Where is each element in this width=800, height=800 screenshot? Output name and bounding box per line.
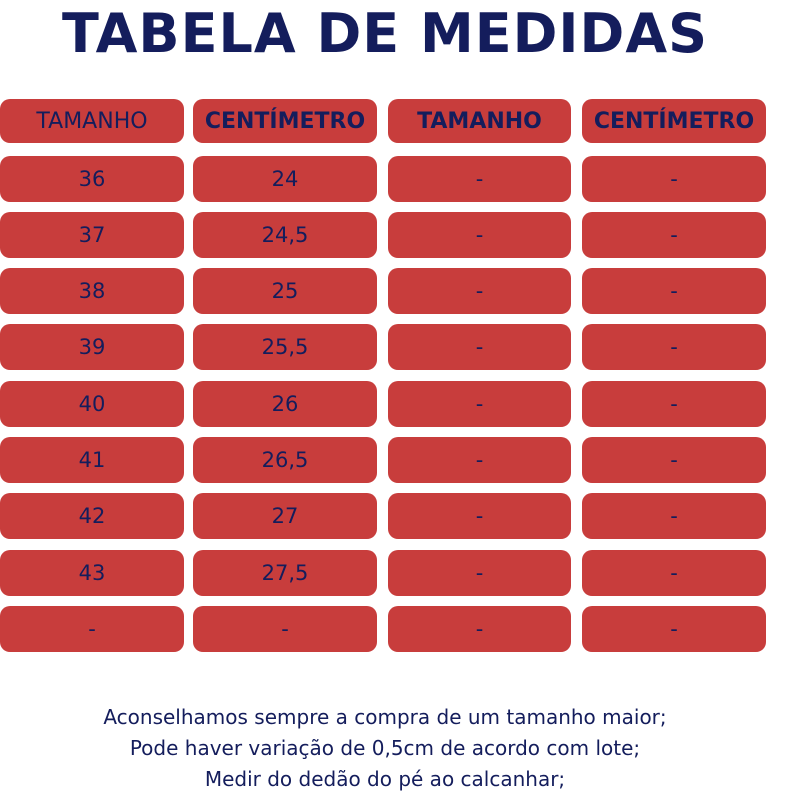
table-cell: - (388, 156, 571, 202)
table-cell: 39 (0, 324, 184, 370)
table-cell: - (193, 606, 377, 652)
table-cell: 38 (0, 268, 184, 314)
table-cell: 27 (193, 493, 377, 539)
header-tamanho-2: TAMANHO (388, 99, 571, 143)
note-line: Medir do dedão do pé ao calcanhar; (204, 767, 566, 791)
table-cell: 42 (0, 493, 184, 539)
table-cell: - (388, 268, 571, 314)
note-line: Aconselhamos sempre a compra de um tamanho maior; (103, 705, 667, 729)
table-cell: - (582, 324, 766, 370)
header-centimetro-1: CENTÍMETRO (193, 99, 377, 143)
table-cell: - (582, 493, 766, 539)
table-cell: - (582, 437, 766, 483)
table-cell: - (582, 550, 766, 596)
table-cell: - (388, 606, 571, 652)
table-cell: 43 (0, 550, 184, 596)
table-cell: 24,5 (193, 212, 377, 258)
table-cell: 25,5 (193, 324, 377, 370)
table-cell: 37 (0, 212, 184, 258)
table-cell: 36 (0, 156, 184, 202)
table-cell: - (388, 381, 571, 427)
notes-block (0, 702, 770, 795)
page-title: TABELA DE MEDIDAS (61, 2, 709, 65)
note-line: Pode haver variação de 0,5cm de acordo com lote; (129, 736, 641, 760)
table-cell: 40 (0, 381, 184, 427)
table-cell: - (388, 550, 571, 596)
table-cell: - (582, 156, 766, 202)
table-cell: - (388, 493, 571, 539)
table-cell: - (388, 324, 571, 370)
table-cell: - (582, 606, 766, 652)
table-cell: 24 (193, 156, 377, 202)
table-cell: 27,5 (193, 550, 377, 596)
table-cell: - (582, 381, 766, 427)
table-cell: - (582, 268, 766, 314)
header-centimetro-2: CENTÍMETRO (582, 99, 766, 143)
table-cell: - (582, 212, 766, 258)
table-cell: 26,5 (193, 437, 377, 483)
table-cell: - (388, 212, 571, 258)
table-cell: 26 (193, 381, 377, 427)
table-cell: 25 (193, 268, 377, 314)
table-cell: - (0, 606, 184, 652)
table-cell: 41 (0, 437, 184, 483)
header-tamanho-1: TAMANHO (0, 99, 184, 143)
table-cell: - (388, 437, 571, 483)
